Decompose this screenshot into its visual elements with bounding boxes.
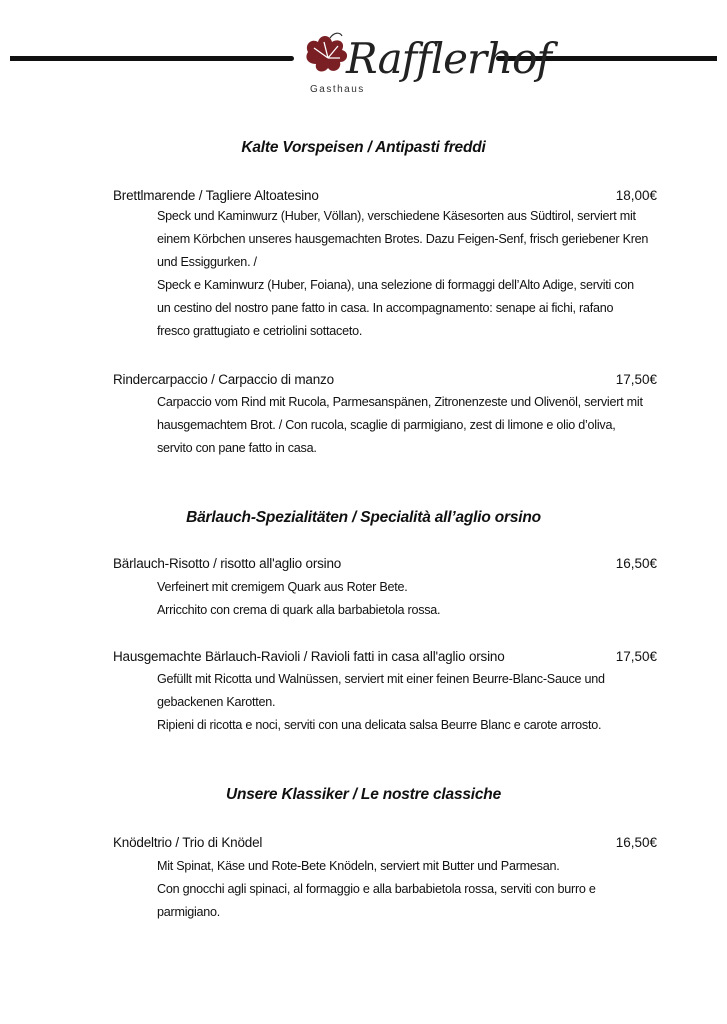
section-title-classics: Unsere Klassiker / Le nostre classiche <box>226 786 501 803</box>
description-line: parmigiano. <box>157 905 221 919</box>
description-line: Verfeinert mit cremigem Quark aus Roter Bete. <box>157 580 408 594</box>
dish-description <box>157 668 667 737</box>
description-line: Mit Spinat, Käse und Rote-Bete Knödeln, serviert mit Butter und Parmesan. <box>157 859 560 873</box>
description-line: Speck und Kaminwurz (Huber, Völlan), verschiedene Käsesorten aus Südtirol, serviert mit <box>157 209 636 223</box>
dish-name: Brettlmarende / Tagliere Altoatesino <box>113 188 319 203</box>
description-line: un cestino del nostro pane fatto in casa. In accompagnamento: senape ai fichi, rafano <box>157 301 614 315</box>
description-line: Ripieni di ricotta e noci, serviti con una delicata salsa Beurre Blanc e carote arrosto. <box>157 718 602 732</box>
dish-price: 16,50€ <box>615 835 657 850</box>
restaurant-logo <box>296 20 551 110</box>
logo-name: Rafflerhof <box>346 34 551 83</box>
dish-description <box>157 205 667 343</box>
header <box>0 0 727 110</box>
description-line: Con gnocchi agli spinaci, al formaggio e alla barbabietola rossa, serviti con burro e <box>157 882 596 896</box>
description-line: und Essiggurken. / <box>157 255 257 269</box>
dish-description <box>157 576 667 622</box>
description-line: gebackenen Karotten. <box>157 695 276 709</box>
dish-name: Bärlauch-Risotto / risotto all'aglio orsino <box>113 556 342 571</box>
dish-price: 17,50€ <box>615 372 657 387</box>
dish-price: 16,50€ <box>615 556 657 571</box>
description-line: einem Körbchen unseres hausgemachten Brotes. Dazu Feigen-Senf, frisch geriebener Kren <box>157 232 649 246</box>
description-line: Speck e Kaminwurz (Huber, Foiana), una selezione di formaggi dell’Alto Adige, serviti con <box>157 278 634 292</box>
section-title-wild-garlic: Bärlauch-Spezialitäten / Specialità all’aglio orsino <box>186 509 541 526</box>
description-line: Arricchito con crema di quark alla barbabietola rossa. <box>157 603 441 617</box>
dish-price: 17,50€ <box>615 649 657 664</box>
dish-description <box>157 855 667 924</box>
description-line: Carpaccio vom Rind mit Rucola, Parmesanspänen, Zitronenzeste und Olivenöl, serviert mit <box>157 395 643 409</box>
logo-subtitle: Gasthaus <box>310 84 365 95</box>
dish-name: Hausgemachte Bärlauch-Ravioli / Ravioli fatti in casa all'aglio orsino <box>113 649 505 664</box>
description-line: Gefüllt mit Ricotta und Walnüssen, serviert mit einer feinen Beurre-Blanc-Sauce und <box>157 672 605 686</box>
description-line: hausgemachtem Brot. / Con rucola, scaglie di parmigiano, zest di limone e olio d’oliva, <box>157 418 616 432</box>
dish-price: 18,00€ <box>615 188 657 203</box>
description-line: fresco grattugiato e cetriolini sottaceto. <box>157 324 363 338</box>
dish-name: Knödeltrio / Trio di Knödel <box>113 835 263 850</box>
section-title-cold-starters: Kalte Vorspeisen / Antipasti freddi <box>241 139 486 156</box>
description-line: servito con pane fatto in casa. <box>157 441 317 455</box>
dish-description <box>157 391 667 460</box>
dish-name: Rindercarpaccio / Carpaccio di manzo <box>113 372 334 387</box>
header-rule-left <box>10 56 294 61</box>
